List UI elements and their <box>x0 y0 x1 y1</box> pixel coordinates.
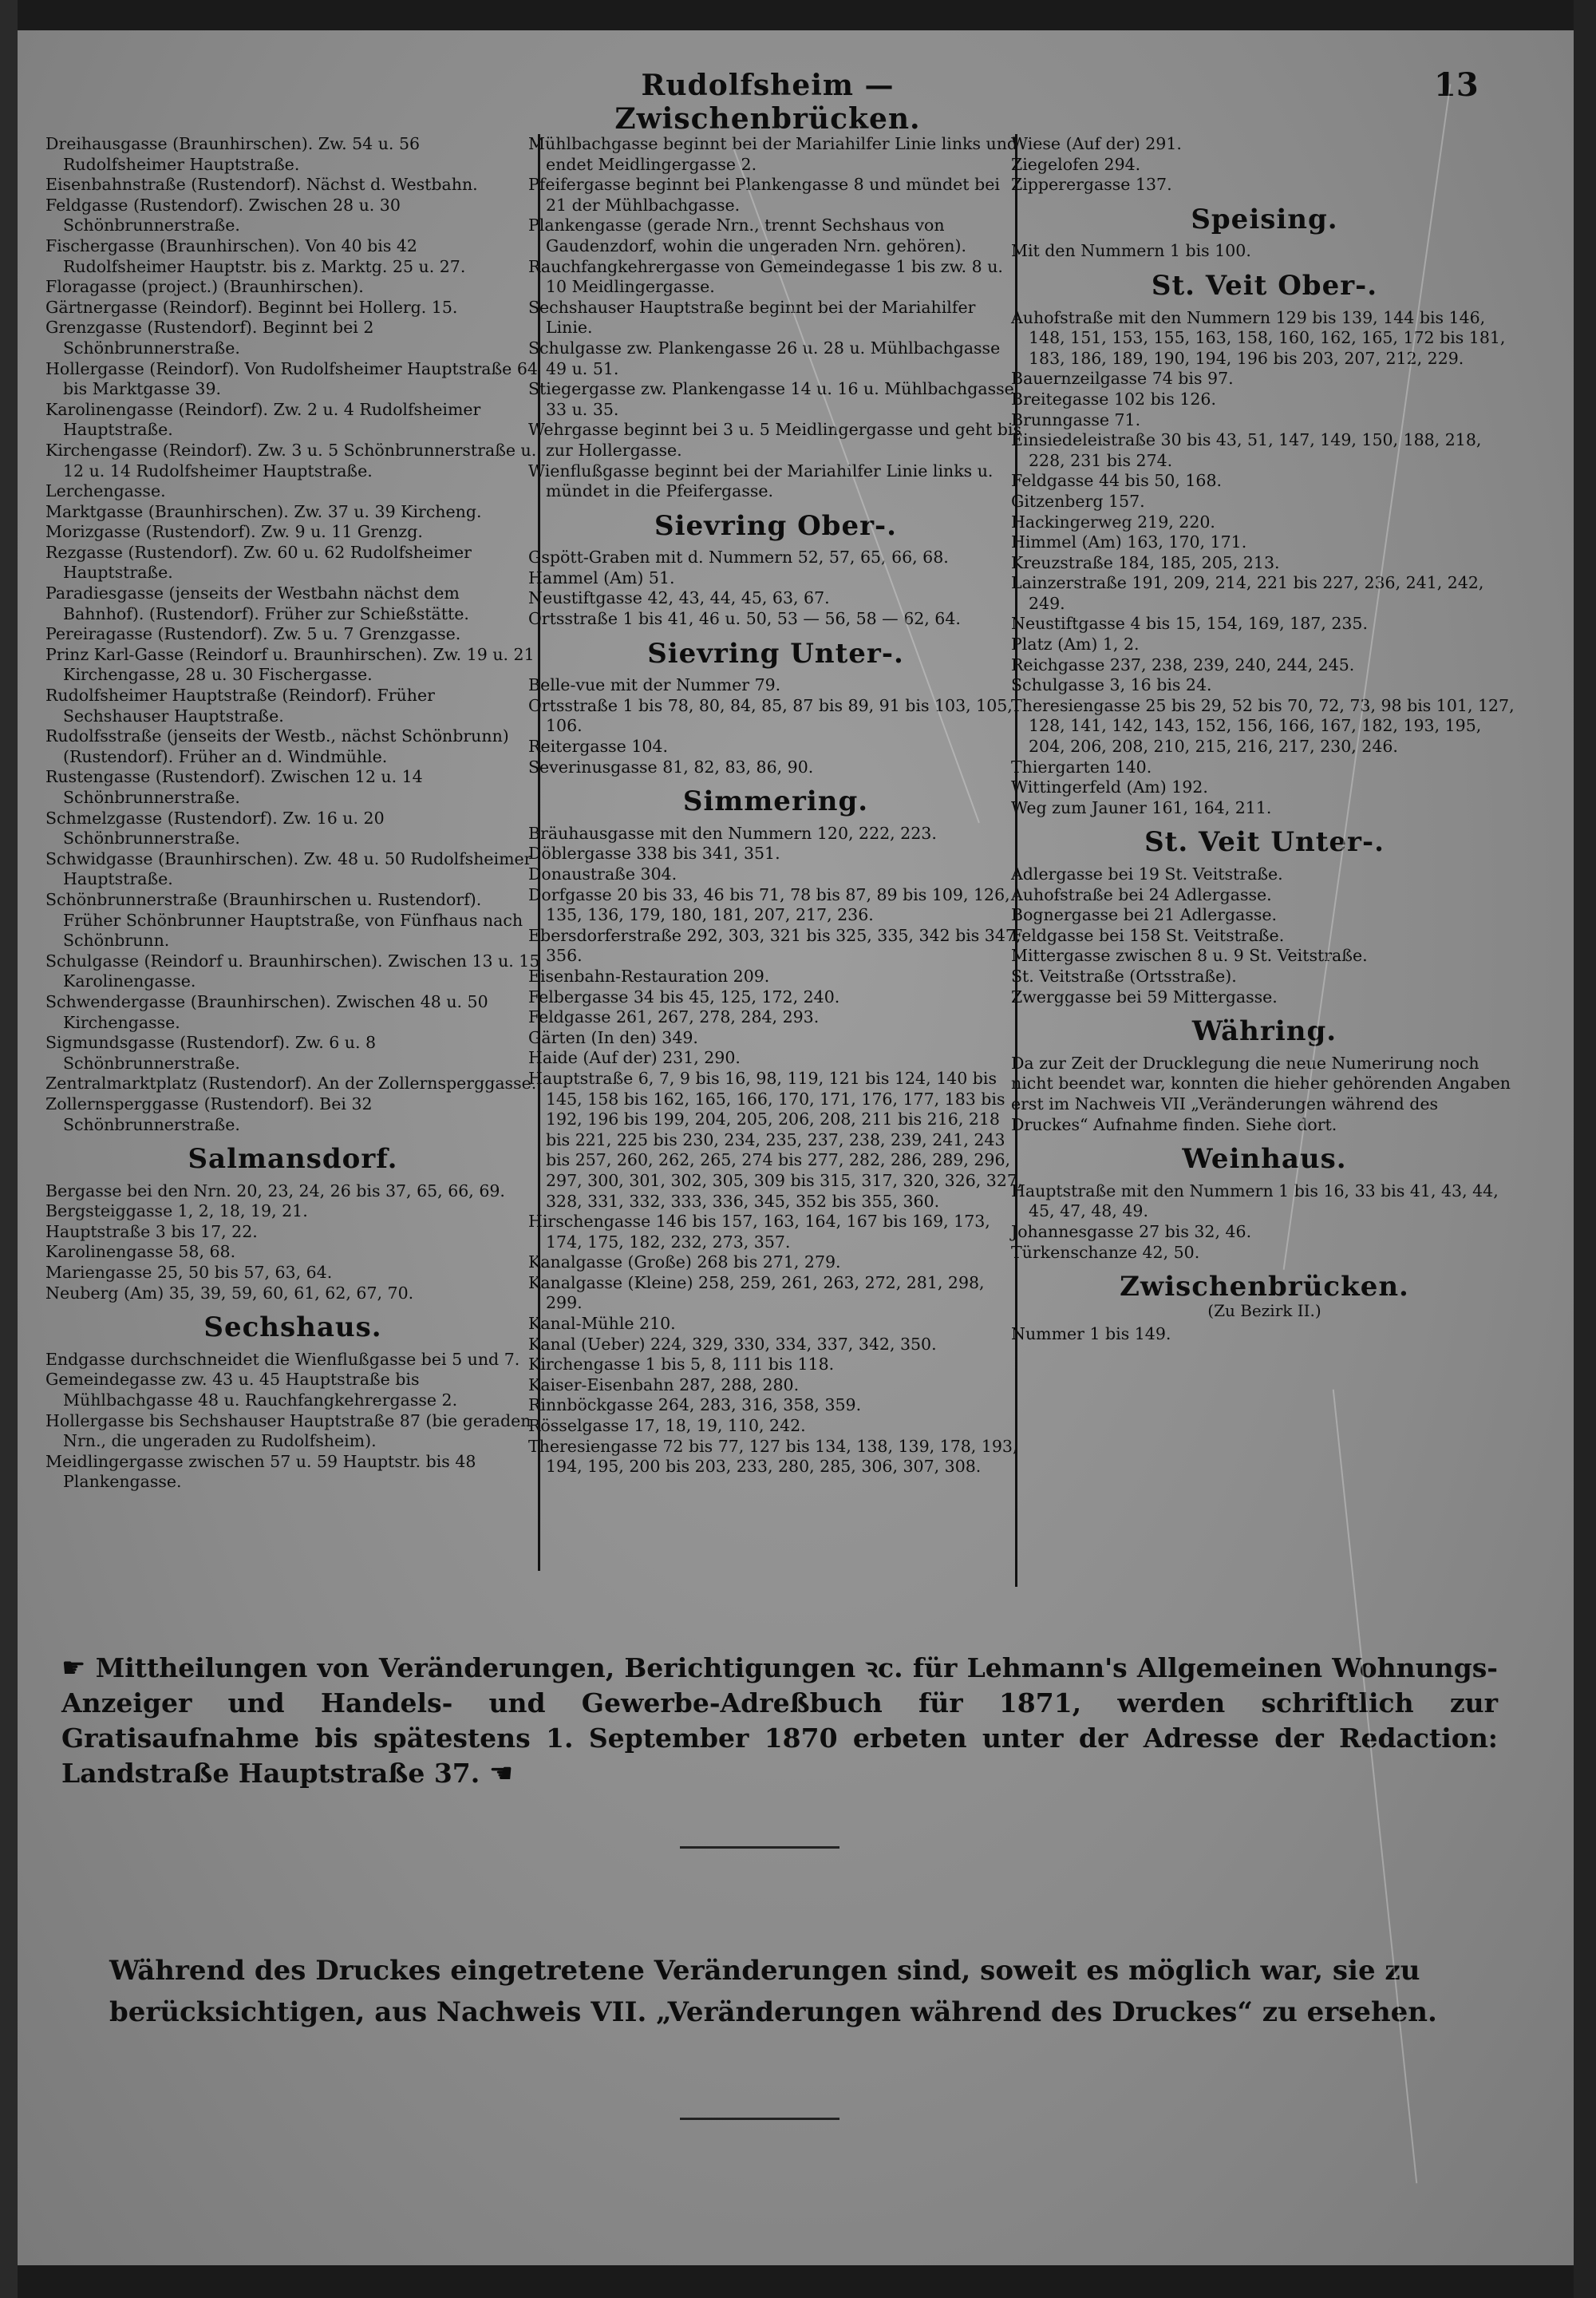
directory-entry: Brunngasse 71. <box>1011 409 1141 429</box>
directory-entry: Schulgasse (Reindorf u. Braunhirschen). Zwischen 13 u. 15 Karolinengasse. <box>45 951 540 991</box>
section-title-weinhaus: Weinhaus. <box>1182 1143 1347 1176</box>
page-number: 13 <box>1434 66 1479 104</box>
directory-entry: Feldgasse 261, 267, 278, 284, 293. <box>528 1007 820 1027</box>
directory-entry: Plankengasse (gerade Nrn., trennt Sechshaus von Gaudenzdorf, wohin die ungeraden Nrn. gehören). <box>528 216 966 255</box>
directory-entry: Wienflußgasse beginnt bei der Mariahilfer Linie links u. mündet in die Pfeifergasse. <box>528 461 994 501</box>
directory-entry: Mit den Nummern 1 bis 100. <box>1011 241 1251 261</box>
directory-entry: Kreuzstraße 184, 185, 205, 213. <box>1011 552 1280 572</box>
directory-entry: Bräuhausgasse mit den Nummern 120, 222, 223. <box>528 823 937 843</box>
directory-entry: Sechshauser Hauptstraße beginnt bei der Mariahilfer Linie. <box>528 297 976 338</box>
zwischenbruecken-subtitle: (Zu Bezirk II.) <box>1207 1300 1321 1320</box>
directory-entry: Zollernsperggasse (Rustendorf). Bei 32 Schönbrunnerstraße. <box>45 1094 373 1134</box>
submission-notice <box>61 1651 1498 1791</box>
directory-entry: Ziegelofen 294. <box>1011 154 1141 174</box>
page-header-title: Rudolfsheim — Zwischenbrücken. <box>614 69 921 136</box>
simmering-list <box>528 824 1023 1477</box>
directory-entry: Gitzenberg 157. <box>1011 491 1145 511</box>
directory-entry: Meidlingergasse zwischen 57 u. 59 Hauptstr. bis 48 Plankengasse. <box>45 1451 476 1492</box>
directory-entry: Nummer 1 bis 149. <box>1011 1324 1171 1344</box>
directory-entry: Wehrgasse beginnt bei 3 u. 5 Meidlingergasse und geht bis zur Hollergasse. <box>528 420 1022 460</box>
sievring-ober-list <box>528 548 1023 629</box>
directory-entry: Karolinengasse 58, 68. <box>45 1242 236 1262</box>
directory-entry: Pfeifergasse beginnt bei Plankengasse 8 und mündet bei 21 der Mühlbachgasse. <box>528 175 1000 215</box>
directory-entry: Bergasse bei den Nrn. 20, 23, 24, 26 bis 37, 65, 66, 69. <box>45 1181 505 1200</box>
directory-entry: Weg zum Jauner 161, 164, 211. <box>1011 797 1272 817</box>
directory-entry: Kanal (Ueber) 224, 329, 330, 334, 337, 342, 350. <box>528 1334 937 1354</box>
directory-entry: Schwendergasse (Braunhirschen). Zwischen 48 u. 50 Kirchengasse. <box>45 991 488 1032</box>
directory-entry: Morizgasse (Rustendorf). Zw. 9 u. 11 Grenzg. <box>45 522 423 542</box>
directory-entry: Schönbrunnerstraße (Braunhirschen u. Rustendorf). Früher Schönbrunner Hauptstraße, von Fünfhaus nach Schönbrunn. <box>45 889 523 951</box>
pointing-hand-left-icon: ☛ <box>61 1652 86 1684</box>
directory-entry: Kirchengasse 1 bis 5, 8, 111 bis 118. <box>528 1355 835 1374</box>
directory-entry: Hollergasse (Reindorf). Von Rudolfsheimer Hauptstraße 64 bis Marktgasse 39. <box>45 358 538 399</box>
divider-line-1 <box>680 1846 839 1849</box>
directory-entry: Schulgasse 3, 16 bis 24. <box>1011 675 1212 695</box>
directory-entry: Feldgasse 44 bis 50, 168. <box>1011 471 1223 491</box>
directory-entry: St. Veitstraße (Ortsstraße). <box>1011 966 1237 986</box>
directory-entry: Thiergarten 140. <box>1011 757 1152 777</box>
sechshaus-continued-list <box>528 134 1023 502</box>
directory-entry: Pereiragasse (Rustendorf). Zw. 5 u. 7 Grenzgasse. <box>45 624 461 644</box>
rudolfsheim-list <box>45 134 540 1135</box>
column-1 <box>45 134 540 1493</box>
waehring-note: Da zur Zeit der Drucklegung die neue Numerirung noch nicht beendet war, konnten die hieher gehörenden Angaben erst im Nachweis VII „Veränderungen während des Druckes“ Aufnahme finden. Siehe dort. <box>1011 1053 1511 1134</box>
directory-entry: Feldgasse (Rustendorf). Zwischen 28 u. 30 Schönbrunnerstraße. <box>45 195 401 235</box>
directory-entry: Felbergasse 34 bis 45, 125, 172, 240. <box>528 987 840 1007</box>
directory-entry: Fischergasse (Braunhirschen). Von 40 bis 42 Rudolfsheimer Hauptstr. bis z. Marktg. 25 u. 27. <box>45 235 466 276</box>
directory-entry: Kirchengasse (Reindorf). Zw. 3 u. 5 Schönbrunnerstraße u. 12 u. 14 Rudolfsheimer Hauptstraße. <box>45 440 537 481</box>
directory-entry: Hackingerweg 219, 220. <box>1011 512 1215 532</box>
section-title-salmansdorf: Salmansdorf. <box>188 1143 398 1176</box>
directory-entry: Hirschengasse 146 bis 157, 163, 164, 167 bis 169, 173, 174, 175, 182, 232, 273, 357. <box>528 1212 990 1252</box>
directory-entry: Dorfgasse 20 bis 33, 46 bis 71, 78 bis 87, 89 bis 109, 126, 135, 136, 179, 180, 181, 207, 217, 236. <box>528 884 1010 925</box>
directory-entry: Ebersdorferstraße 292, 303, 321 bis 325, 335, 342 bis 347, 356. <box>528 925 1021 966</box>
directory-entry: Rezgasse (Rustendorf). Zw. 60 u. 62 Rudolfsheimer Hauptstraße. <box>45 542 472 583</box>
directory-entry: Eisenbahn-Restauration 209. <box>528 966 770 986</box>
directory-entry: Karolinengasse (Reindorf). Zw. 2 u. 4 Rudolfsheimer Hauptstraße. <box>45 399 481 440</box>
section-title-waehring: Währing. <box>1191 1015 1337 1048</box>
directory-entry: Endgasse durchschneidet die Wienflußgasse bei 5 und 7. <box>45 1349 520 1369</box>
pointing-hand-right-icon: ☚ <box>488 1758 514 1790</box>
directory-entry: Zipperergasse 137. <box>1011 175 1172 195</box>
directory-entry: Auhofstraße mit den Nummern 129 bis 139, 144 bis 146, 148, 151, 153, 155, 163, 158, 160, 162, 165, 172 bis 181, 183, 186, 189, 190, 194, 196 bis 203, 207, 212, 229. <box>1011 307 1506 368</box>
document-page <box>18 30 1574 2265</box>
directory-entry: Schulgasse zw. Plankengasse 26 u. 28 u. Mühlbachgasse 49 u. 51. <box>528 338 1001 378</box>
directory-entry: Kanal-Mühle 210. <box>528 1314 676 1334</box>
directory-entry: Rudolfsstraße (jenseits der Westb., nächst Schönbrunn) (Rustendorf). Früher an d. Windmühle. <box>45 726 509 766</box>
directory-entry: Reitergasse 104. <box>528 737 668 757</box>
section-title-st-veit-ober: St. Veit Ober-. <box>1151 269 1378 302</box>
directory-entry: Ortsstraße 1 bis 41, 46 u. 50, 53 — 56, 58 — 62, 64. <box>528 609 961 629</box>
directory-entry: Dreihausgasse (Braunhirschen). Zw. 54 u. 56 Rudolfsheimer Hauptstraße. <box>45 134 421 174</box>
section-title-st-veit-unter: St. Veit Unter-. <box>1144 826 1385 859</box>
directory-entry: Lerchengasse. <box>45 481 166 501</box>
directory-entry: Bauernzeilgasse 74 bis 97. <box>1011 369 1234 389</box>
directory-entry: Gärten (In den) 349. <box>528 1027 698 1047</box>
directory-entry: Schmelzgasse (Rustendorf). Zw. 16 u. 20 Schönbrunnerstraße. <box>45 808 385 848</box>
zwischenbruecken-list <box>1011 1324 1518 1345</box>
scan-edge-right <box>1574 0 1596 2298</box>
directory-entry: Theresiengasse 25 bis 29, 52 bis 70, 72, 73, 98 bis 101, 127, 128, 141, 142, 143, 152, 156, 166, 167, 182, 193, 195, 204, 206, 208, 210, 215, 216, 217, 230, 246. <box>1011 695 1515 757</box>
directory-entry: Donaustraße 304. <box>528 864 678 884</box>
section-title-sievring-ober: Sievring Ober-. <box>654 509 897 542</box>
directory-entry: Stiegergasse zw. Plankengasse 14 u. 16 u. Mühlbachgasse 33 u. 35. <box>528 379 1014 419</box>
directory-entry: Rauchfangkehrergasse von Gemeindegasse 1 bis zw. 8 u. 10 Meidlingergasse. <box>528 256 1003 297</box>
directory-entry: Gemeindegasse zw. 43 u. 45 Hauptstraße bis Mühlbachgasse 48 u. Rauchfangkehrergasse 2. <box>45 1370 458 1410</box>
directory-entry: Severinusgasse 81, 82, 83, 86, 90. <box>528 757 814 777</box>
directory-entry: Feldgasse bei 158 St. Veitstraße. <box>1011 925 1285 945</box>
directory-entry: Neuberg (Am) 35, 39, 59, 60, 61, 62, 67, 70. <box>45 1283 414 1303</box>
directory-entry: Eisenbahnstraße (Rustendorf). Nächst d. Westbahn. <box>45 175 478 195</box>
directory-entry: Floragasse (project.) (Braunhirschen). <box>45 277 364 297</box>
directory-entry: Haide (Auf der) 231, 290. <box>528 1048 741 1068</box>
directory-entry: Hollergasse bis Sechshauser Hauptstraße 87 (bie geraden Nrn., die ungeraden zu Rudolfsheim). <box>45 1410 531 1451</box>
directory-entry: Grenzgasse (Rustendorf). Beginnt bei 2 Schönbrunnerstraße. <box>45 318 374 358</box>
directory-entry: Türkenschanze 42, 50. <box>1011 1242 1200 1262</box>
submission-notice-text: Mittheilungen von Veränderungen, Berichtigungen ꝛc. für Lehmann's Allgemeinen Wohnungs-Anzeiger und Handels- und Gewerbe-Adreßbuch für 1871, werden schriftlich zur Gratisaufnahme bis spätestens 1. September 1870 erbeten unter der Adresse der Redaction: Landstraße Hauptstraße 37. <box>61 1652 1499 1789</box>
directory-entry: Neustiftgasse 4 bis 15, 154, 169, 187, 235. <box>1011 614 1368 634</box>
directory-entry: Wiese (Auf der) 291. <box>1011 134 1182 153</box>
salmansdorf-list <box>45 1181 540 1304</box>
directory-entry: Hauptstraße 3 bis 17, 22. <box>45 1221 258 1241</box>
directory-entry: Marktgasse (Braunhirschen). Zw. 37 u. 39 Kircheng. <box>45 501 482 521</box>
directory-entry: Hammel (Am) 51. <box>528 568 675 587</box>
directory-entry: Rustengasse (Rustendorf). Zwischen 12 u. 14 Schönbrunnerstraße. <box>45 767 423 807</box>
directory-entry: Breitegasse 102 bis 126. <box>1011 389 1216 409</box>
column-3 <box>1011 134 1518 1345</box>
section-title-zwischenbruecken: Zwischenbrücken. <box>1120 1271 1409 1303</box>
directory-entry: Platz (Am) 1, 2. <box>1011 635 1140 655</box>
directory-entry: Bognergasse bei 21 Adlergasse. <box>1011 905 1278 925</box>
directory-entry: Wittingerfeld (Am) 192. <box>1011 777 1208 797</box>
directory-entry: Lainzerstraße 191, 209, 214, 221 bis 227, 236, 241, 242, 249. <box>1011 573 1484 613</box>
directory-entry: Sigmundsgasse (Rustendorf). Zw. 6 u. 8 Schönbrunnerstraße. <box>45 1033 377 1073</box>
directory-entry: Rinnböckgasse 264, 283, 316, 358, 359. <box>528 1395 862 1415</box>
directory-entry: Mariengasse 25, 50 bis 57, 63, 64. <box>45 1263 333 1283</box>
directory-entry: Belle-vue mit der Nummer 79. <box>528 675 781 695</box>
directory-entry: Kanalgasse (Kleine) 258, 259, 261, 263, 272, 281, 298, 299. <box>528 1272 985 1313</box>
directory-entry: Mittergasse zwischen 8 u. 9 St. Veitstraße. <box>1011 946 1368 966</box>
section-title-sechshaus: Sechshaus. <box>203 1311 382 1344</box>
directory-entry: Gspött-Graben mit d. Nummern 52, 57, 65, 66, 68. <box>528 548 949 568</box>
directory-entry: Döblergasse 338 bis 341, 351. <box>528 844 780 864</box>
section-title-sievring-unter: Sievring Unter-. <box>647 637 904 670</box>
directory-entry: Kanalgasse (Große) 268 bis 271, 279. <box>528 1252 841 1272</box>
directory-entry: Zentralmarktplatz (Rustendorf). An der Zollernsperggasse. <box>45 1074 537 1094</box>
directory-entry: Schwidgasse (Braunhirschen). Zw. 48 u. 50 Rudolfsheimer Hauptstraße. <box>45 848 532 889</box>
directory-entry: Gärtnergasse (Reindorf). Beginnt bei Hollerg. 15. <box>45 297 458 317</box>
weinhaus-list <box>1011 1181 1518 1263</box>
scan-edge-left <box>0 0 18 2298</box>
directory-entry: Einsiedeleistraße 30 bis 43, 51, 147, 149, 150, 188, 218, 228, 231 bis 274. <box>1011 430 1482 470</box>
speising-list <box>1011 241 1518 262</box>
directory-entry: Auhofstraße bei 24 Adlergasse. <box>1011 884 1272 904</box>
divider-line-2 <box>680 2118 839 2120</box>
directory-entry: Rösselgasse 17, 18, 19, 110, 242. <box>528 1416 806 1436</box>
directory-entry: Bergsteiggasse 1, 2, 18, 19, 21. <box>45 1201 308 1221</box>
directory-entry: Kaiser-Eisenbahn 287, 288, 280. <box>528 1374 800 1394</box>
sechshaus-list <box>45 1350 540 1493</box>
section-title-speising: Speising. <box>1191 203 1338 235</box>
directory-entry: Theresiengasse 72 bis 77, 127 bis 134, 138, 139, 178, 193, 194, 195, 200 bis 203, 233, 280, 285, 306, 307, 308. <box>528 1436 1018 1477</box>
directory-entry: Himmel (Am) 163, 170, 171. <box>1011 532 1247 552</box>
sievring-unter-list <box>528 675 1023 777</box>
st-veit-unter-list <box>1011 864 1518 1007</box>
directory-entry: Rudolfsheimer Hauptstraße (Reindorf). Früher Sechshauser Hauptstraße. <box>45 686 435 726</box>
directory-entry: Neustiftgasse 42, 43, 44, 45, 63, 67. <box>528 588 830 608</box>
st-veit-ober-list <box>1011 308 1518 819</box>
directory-entry: Reichgasse 237, 238, 239, 240, 244, 245. <box>1011 655 1355 674</box>
directory-entry: Ortsstraße 1 bis 78, 80, 84, 85, 87 bis 89, 91 bis 103, 105, 106. <box>528 695 1013 736</box>
directory-entry: Mühlbachgasse beginnt bei der Mariahilfer Linie links und endet Meidlingergasse 2. <box>528 134 1018 174</box>
column-2 <box>528 134 1023 1477</box>
directory-entry: Johannesgasse 27 bis 32, 46. <box>1011 1221 1252 1241</box>
directory-entry: Prinz Karl-Gasse (Reindorf u. Braunhirschen). Zw. 19 u. 21 Kirchengasse, 28 u. 30 Fischergasse. <box>45 644 535 685</box>
directory-entry: Zwerggasse bei 59 Mittergasse. <box>1011 987 1278 1007</box>
section-title-simmering: Simmering. <box>682 785 869 818</box>
changes-during-print-notice: Während des Druckes eingetretene Veränderungen sind, soweit es möglich war, sie zu berücksichtigen, aus Nachweis VII. „Veränderungen während des Druckes“ zu ersehen. <box>109 1955 1437 2028</box>
directory-entry: Hauptstraße mit den Nummern 1 bis 16, 33 bis 41, 43, 44, 45, 47, 48, 49. <box>1011 1181 1499 1221</box>
directory-entry: Hauptstraße 6, 7, 9 bis 16, 98, 119, 121 bis 124, 140 bis 145, 158 bis 162, 165, 166, 170, 171, 176, 177, 183 bis 192, 196 bis 199, 204, 205, 206, 208, 211 bis 216, 218 bis 221, 225 bis 230, 234, 235, 237, 238, 239, 241, 243 bis 257, 260, 262, 265, 274 bis 277, 282, 286, 289, 296, 297, 300, 301, 302, 305, 309 bis 315, 317, 320, 326, 327, 328, 331, 332, 333, 336, 345, 352 bis 355, 360. <box>528 1068 1023 1211</box>
directory-entry: Paradiesgasse (jenseits der Westbahn nächst dem Bahnhof). (Rustendorf). Früher zur Schießstätte. <box>45 583 469 623</box>
directory-entry: Adlergasse bei 19 St. Veitstraße. <box>1011 864 1283 884</box>
